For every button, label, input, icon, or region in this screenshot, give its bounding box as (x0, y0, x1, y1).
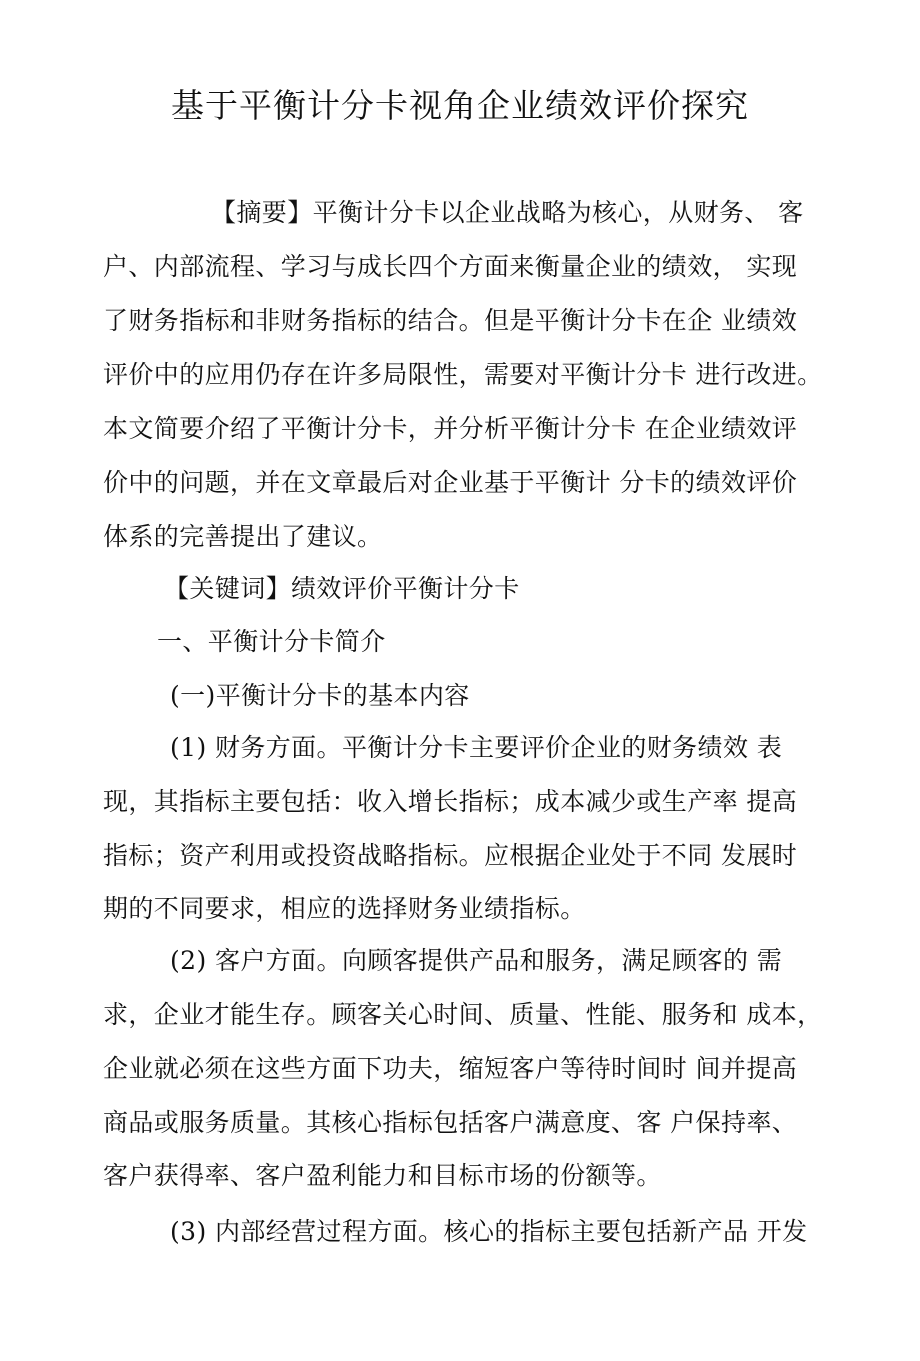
abstract-line: 评价中的应用仍存在许多局限性，需要对平衡计分卡 进行改进。 (103, 360, 823, 389)
abstract-line: 了财务指标和非财务指标的结合。但是平衡计分卡在企 业绩效 (103, 306, 798, 335)
abstract-line: 体系的完善提出了建议。 (103, 522, 383, 551)
paragraph-line: (2) 客户方面。向顾客提供产品和服务，满足顾客的 需 (170, 946, 783, 975)
abstract-line: 【摘要】平衡计分卡以企业战略为核心，从财务、 客 (211, 198, 804, 227)
document-title: 基于平衡计分卡视角企业绩效评价探究 (171, 86, 749, 125)
paragraph-line: 客户获得率、客户盈利能力和目标市场的份额等。 (103, 1161, 662, 1190)
abstract-line: 本文简要介绍了平衡计分卡，并分析平衡计分卡 在企业绩效评 (103, 414, 798, 443)
paragraph-line: (1) 财务方面。平衡计分卡主要评价企业的财务绩效 表 (170, 733, 783, 762)
abstract-line: 价中的问题，并在文章最后对企业基于平衡计 分卡的绩效评价 (103, 468, 798, 497)
paragraph-line: 商品或服务质量。其核心指标包括客户满意度、客 户保持率、 (103, 1108, 798, 1137)
paragraph-line: 期的不同要求，相应的选择财务业绩指标。 (103, 894, 586, 923)
paragraph-line: 企业就必须在这些方面下功夫，缩短客户等待时间时 间并提高 (103, 1054, 798, 1083)
paragraph-line: (3) 内部经营过程方面。核心的指标主要包括新产品 开发 (170, 1217, 808, 1246)
paragraph-line: 现，其指标主要包括：收入增长指标；成本减少或生产率 提高 (103, 787, 798, 816)
keywords-line: 【关键词】绩效评价平衡计分卡 (164, 574, 520, 603)
abstract-line: 户、内部流程、学习与成长四个方面来衡量企业的绩效， 实现 (103, 252, 798, 281)
paragraph-line: 指标；资产利用或投资战略指标。应根据企业处于不同 发展时 (103, 841, 798, 870)
paragraph-line: 求，企业才能生存。顾客关心时间、质量、性能、服务和 成本， (103, 1000, 823, 1029)
subsection-heading: (一)平衡计分卡的基本内容 (170, 681, 470, 710)
section-heading: 一、平衡计分卡简介 (157, 627, 386, 656)
